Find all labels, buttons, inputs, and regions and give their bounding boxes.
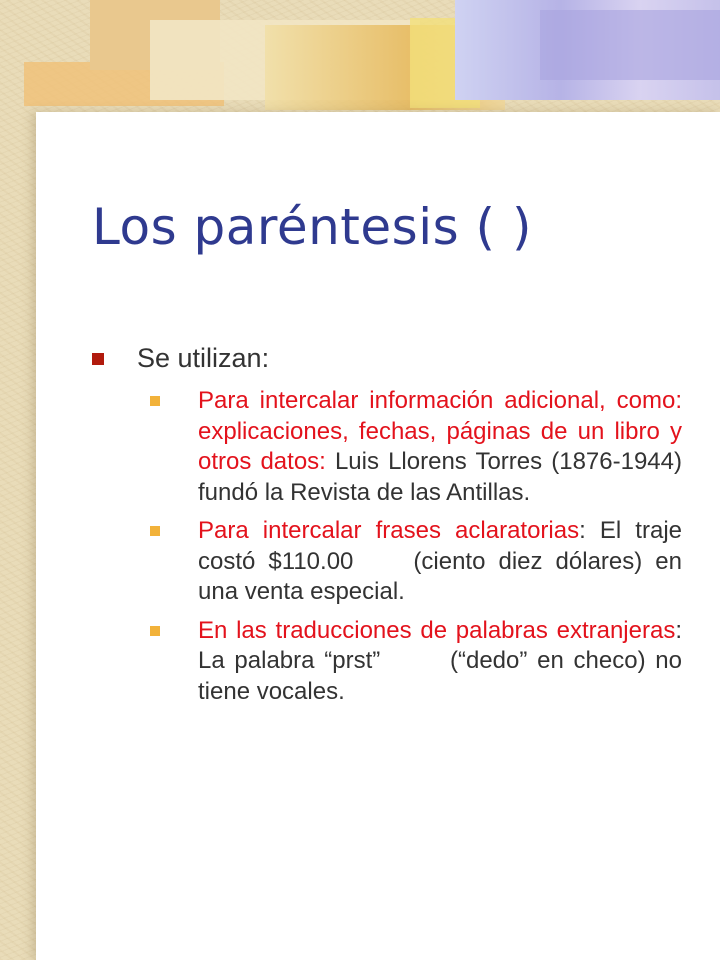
square-bullet-icon <box>150 396 160 406</box>
slide-title: Los paréntesis ( ) <box>92 198 532 256</box>
item-highlight: Para intercalar información adicional, como: explicaciones, fechas, páginas de un libro y otros datos: <box>198 387 682 475</box>
item-example: : El traje costó $110.00 <box>198 517 682 575</box>
bullet-heading: Se utilizan: <box>137 343 270 373</box>
list-item <box>150 616 682 708</box>
item-text <box>198 516 682 608</box>
item-example: : La palabra “prst” <box>198 616 682 674</box>
level1-bullet <box>92 343 269 374</box>
list-item <box>150 386 682 508</box>
item-example: (“dedo” en checo) no tiene vocales. <box>198 647 683 705</box>
item-example: (ciento diez dólares) en una venta especial. <box>198 547 682 605</box>
square-bullet-icon <box>150 626 160 636</box>
item-text <box>198 386 682 508</box>
list-item <box>150 516 682 608</box>
bullet-list <box>150 386 682 715</box>
item-example: Luis Llorens Torres (1876-1944) fundó la Revista de las Antillas. <box>198 448 682 506</box>
square-bullet-icon <box>92 353 104 365</box>
item-highlight: En las traducciones de palabras extranjeras <box>198 616 676 644</box>
square-bullet-icon <box>150 526 160 536</box>
item-highlight: Para intercalar frases aclaratorias <box>198 517 580 544</box>
decorative-banner <box>0 0 720 110</box>
item-text <box>198 616 682 708</box>
